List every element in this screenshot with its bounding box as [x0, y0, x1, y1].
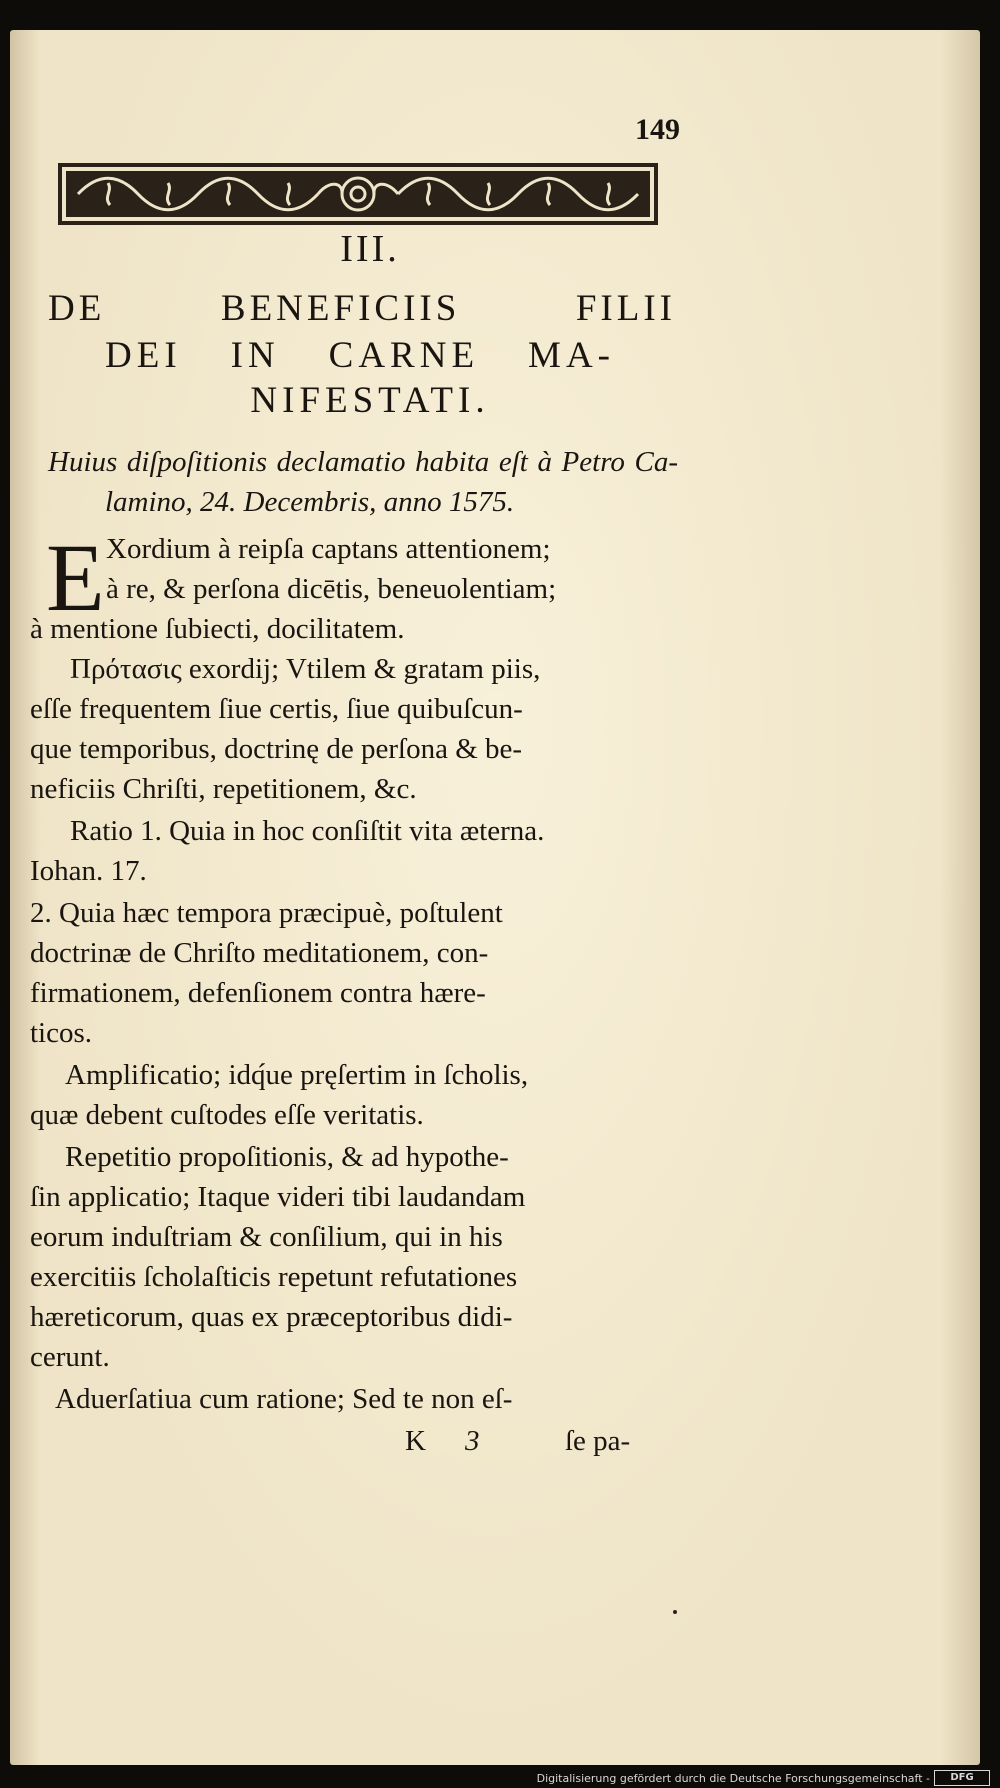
title-line-1: DE BENEFICIIS FILII [48, 288, 676, 329]
page-number: 149 [635, 113, 680, 146]
body-line: Xordium à reipſa captans attentionem; [106, 533, 551, 565]
body-line: ſin applicatio; Itaque videri tibi laudandam [30, 1181, 526, 1213]
title-line-2: DEI IN CARNE MA- [105, 335, 615, 376]
body-line: ticos. [30, 1017, 93, 1049]
body-line: exercitiis ſcholaſticis repetunt refutationes [30, 1261, 518, 1293]
body-line: cerunt. [30, 1341, 110, 1373]
body-line: que temporibus, doctrinę de perſona & be- [30, 733, 523, 765]
note-line-1: Huius diſpoſitionis declamatio habita eſt à Petro Ca- [48, 446, 678, 478]
body-line: doctrinæ de Chriſto meditationem, con- [30, 937, 489, 969]
ink-speck [673, 1610, 677, 1614]
body-line: Iohan. 17. [30, 855, 147, 887]
catchword: ſe pa- [565, 1425, 631, 1457]
decorative-headpiece [58, 163, 658, 225]
title-line-3: NIFESTATI. [250, 380, 490, 421]
note-line-2: lamino, 24. Decembris, anno 1575. [105, 486, 515, 518]
section-number: III. [340, 228, 400, 270]
body-line: 2. Quia hæc tempora præcipuè, poſtulent [30, 897, 503, 929]
body-line: à re, & perſona dicētis, beneuolentiam; [106, 573, 557, 605]
body-line: firmationem, defenſionem contra hære- [30, 977, 486, 1009]
body-line: Πρότασις exordij; Vtilem & gratam piis, [70, 653, 541, 685]
digitization-credit: Digitalisierung gefördert durch die Deutsche Forschungsgemeinschaft - [536, 1772, 930, 1785]
body-line: quæ debent cuſtodes eſſe veritatis. [30, 1099, 424, 1131]
body-line: eorum induſtriam & conſilium, qui in his [30, 1221, 503, 1253]
signature-number: 3 [465, 1425, 480, 1457]
body-line: hæreticorum, quas ex præceptoribus didi- [30, 1301, 513, 1333]
body-line: à mentione ſubiecti, docilitatem. [30, 613, 405, 645]
drop-capital: E [46, 524, 105, 631]
body-line: Aduerſatiua cum ratione; Sed te non eſ- [55, 1383, 513, 1415]
body-line: Amplificatio; idq́ue pręſertim in ſcholis, [65, 1059, 529, 1091]
body-line: neficiis Chriſti, repetitionem, &c. [30, 773, 417, 805]
signature-mark: K [405, 1425, 426, 1457]
dfg-logo: DFG [934, 1770, 990, 1786]
body-line: Repetitio propoſitionis, & ad hypothe- [65, 1141, 509, 1173]
body-line: Ratio 1. Quia in hoc conſiſtit vita æterna. [70, 815, 545, 847]
book-page [10, 30, 980, 1765]
body-line: eſſe frequentem ſiue certis, ſiue quibuſcun- [30, 693, 523, 725]
